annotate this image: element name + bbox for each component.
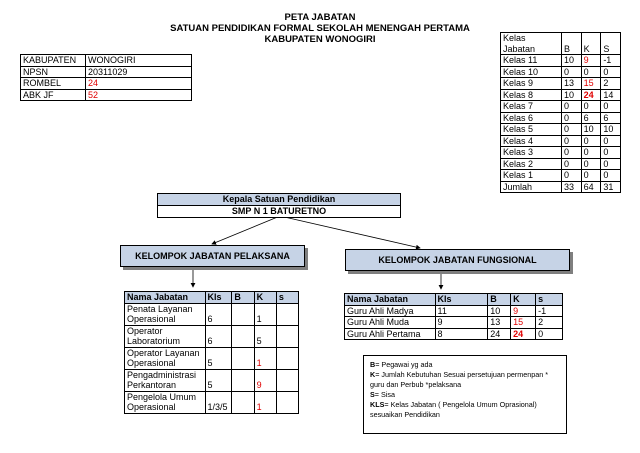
pelaksana-cell bbox=[276, 391, 298, 413]
kelas-cell: 13 bbox=[562, 78, 582, 90]
pelaksana-cell bbox=[232, 369, 254, 391]
kelas-cell: 10 bbox=[581, 124, 601, 136]
legend-s: S= Sisa bbox=[370, 390, 395, 399]
pelaksana-table bbox=[124, 291, 299, 414]
info-value: WONOGIRI bbox=[86, 55, 192, 67]
pelaksana-header-b: B bbox=[232, 292, 254, 304]
info-label: KABUPATEN bbox=[21, 55, 86, 67]
kelas-cell: 0 bbox=[601, 101, 621, 113]
info-value: 24 bbox=[86, 78, 192, 90]
pelaksana-cell: 1/3/5 bbox=[205, 391, 232, 413]
pelaksana-cell bbox=[232, 325, 254, 347]
kelas-cell: 0 bbox=[601, 147, 621, 159]
fungsional-title: KELOMPOK JABATAN FUNGSIONAL bbox=[345, 249, 570, 271]
info-table bbox=[20, 54, 192, 101]
info-row bbox=[21, 89, 192, 101]
legend-box bbox=[363, 355, 567, 434]
pelaksana-header-s: s bbox=[276, 292, 298, 304]
pelaksana-row bbox=[125, 325, 299, 347]
kelas-cell: 0 bbox=[562, 101, 582, 113]
kelas-cell: 0 bbox=[562, 124, 582, 136]
legend-b: B= Pegawai yg ada bbox=[370, 360, 433, 369]
fungsional-cell: 0 bbox=[536, 328, 563, 340]
kelas-header-kelas: Kelas Jabatan bbox=[501, 33, 562, 55]
kelas-cell: Kelas 8 bbox=[501, 89, 562, 101]
pelaksana-cell: 5 bbox=[254, 325, 276, 347]
kelas-cell: Kelas 6 bbox=[501, 112, 562, 124]
kelas-cell: 0 bbox=[562, 66, 582, 78]
fungsional-header-s: s bbox=[536, 294, 563, 306]
fungsional-cell: 10 bbox=[488, 305, 511, 317]
fungsional-row bbox=[345, 317, 563, 329]
kelas-row bbox=[501, 124, 621, 136]
fungsional-cell: 24 bbox=[511, 328, 536, 340]
fungsional-header-k: K bbox=[511, 294, 536, 306]
pelaksana-row bbox=[125, 347, 299, 369]
fungsional-cell: Guru Ahli Pertama bbox=[345, 328, 436, 340]
fungsional-header-nama: Nama Jabatan bbox=[345, 294, 436, 306]
pelaksana-cell: 5 bbox=[205, 369, 232, 391]
kelas-cell: 15 bbox=[581, 78, 601, 90]
kelas-cell: Kelas 7 bbox=[501, 101, 562, 113]
kelas-cell: 24 bbox=[581, 89, 601, 101]
kelas-cell: 10 bbox=[562, 55, 582, 67]
info-value: 52 bbox=[86, 89, 192, 101]
kelas-row bbox=[501, 135, 621, 147]
kelas-row bbox=[501, 66, 621, 78]
pelaksana-cell bbox=[276, 347, 298, 369]
kelas-cell: 9 bbox=[581, 55, 601, 67]
pelaksana-cell bbox=[232, 303, 254, 325]
pelaksana-cell bbox=[232, 347, 254, 369]
kelas-row bbox=[501, 170, 621, 182]
pelaksana-cell bbox=[276, 303, 298, 325]
fungsional-row bbox=[345, 328, 563, 340]
kelas-row bbox=[501, 181, 621, 193]
pelaksana-cell: 1 bbox=[254, 347, 276, 369]
arrow-to-fungsional bbox=[280, 216, 420, 248]
kelas-cell: 0 bbox=[562, 170, 582, 182]
pelaksana-header-kls: Kls bbox=[205, 292, 232, 304]
kelas-cell: 0 bbox=[562, 147, 582, 159]
pelaksana-cell: Operator Layanan Operasional bbox=[125, 347, 206, 369]
pelaksana-cell: Penata Layanan Operasional bbox=[125, 303, 206, 325]
pelaksana-header-nama: Nama Jabatan bbox=[125, 292, 206, 304]
kelas-row bbox=[501, 112, 621, 124]
info-value: 20311029 bbox=[86, 66, 192, 78]
page-title: PETA JABATAN bbox=[284, 12, 356, 23]
pelaksana-cell: 6 bbox=[205, 303, 232, 325]
kelas-cell: Kelas 5 bbox=[501, 124, 562, 136]
pelaksana-cell bbox=[276, 369, 298, 391]
info-label: NPSN bbox=[21, 66, 86, 78]
kelas-cell: 0 bbox=[601, 158, 621, 170]
fungsional-cell: 13 bbox=[488, 317, 511, 329]
fungsional-header-b: B bbox=[488, 294, 511, 306]
kelas-cell: 2 bbox=[601, 78, 621, 90]
kelas-header-row bbox=[501, 33, 621, 55]
kelas-cell: Kelas 4 bbox=[501, 135, 562, 147]
kelas-cell: 10 bbox=[562, 89, 582, 101]
fungsional-table bbox=[344, 293, 563, 340]
pelaksana-row bbox=[125, 369, 299, 391]
kelas-cell: 0 bbox=[581, 135, 601, 147]
kelas-row bbox=[501, 78, 621, 90]
kelas-cell: Kelas 1 bbox=[501, 170, 562, 182]
kelas-cell: Kelas 10 bbox=[501, 66, 562, 78]
kelas-cell: 0 bbox=[581, 170, 601, 182]
kelas-row bbox=[501, 158, 621, 170]
kepala-title: Kepala Satuan Pendidikan bbox=[157, 193, 401, 206]
arrow-to-pelaksana bbox=[212, 216, 280, 244]
pelaksana-cell: 1 bbox=[254, 391, 276, 413]
fungsional-cell: Guru Ahli Muda bbox=[345, 317, 436, 329]
kelas-cell: 0 bbox=[581, 147, 601, 159]
kelas-row bbox=[501, 147, 621, 159]
kelas-cell: 0 bbox=[601, 135, 621, 147]
fungsional-cell: 8 bbox=[435, 328, 488, 340]
kelas-cell: 0 bbox=[581, 158, 601, 170]
pelaksana-cell bbox=[232, 391, 254, 413]
kelas-cell: 14 bbox=[601, 89, 621, 101]
pelaksana-header-row bbox=[125, 292, 299, 304]
pelaksana-row bbox=[125, 391, 299, 413]
pelaksana-cell: 9 bbox=[254, 369, 276, 391]
kelas-table bbox=[500, 32, 621, 193]
kelas-cell: Kelas 11 bbox=[501, 55, 562, 67]
pelaksana-cell: Pengelola Umum Operasional bbox=[125, 391, 206, 413]
kelas-header-k: K bbox=[581, 33, 601, 55]
fungsional-cell: 9 bbox=[435, 317, 488, 329]
info-row bbox=[21, 78, 192, 90]
kelas-cell: 0 bbox=[601, 66, 621, 78]
page-subtitle: SATUAN PENDIDIKAN FORMAL SEKOLAH MENENGAH PERTAMA bbox=[170, 23, 470, 34]
pelaksana-cell bbox=[276, 325, 298, 347]
fungsional-header-row bbox=[345, 294, 563, 306]
fungsional-cell: -1 bbox=[536, 305, 563, 317]
kelas-cell: 0 bbox=[562, 158, 582, 170]
kelas-cell: 0 bbox=[562, 135, 582, 147]
kelas-cell: 6 bbox=[601, 112, 621, 124]
kelas-row bbox=[501, 55, 621, 67]
pelaksana-cell: 5 bbox=[205, 347, 232, 369]
info-label: ABK JF bbox=[21, 89, 86, 101]
pelaksana-header-k: K bbox=[254, 292, 276, 304]
page-region: KABUPATEN WONOGIRI bbox=[264, 34, 376, 45]
kelas-cell: Kelas 9 bbox=[501, 78, 562, 90]
pelaksana-cell: Operator Laboratorium bbox=[125, 325, 206, 347]
info-row bbox=[21, 55, 192, 67]
pelaksana-row bbox=[125, 303, 299, 325]
fungsional-cell: 15 bbox=[511, 317, 536, 329]
kelas-cell: Jumlah bbox=[501, 181, 562, 193]
kelas-header-b: B bbox=[562, 33, 582, 55]
info-label: ROMBEL bbox=[21, 78, 86, 90]
fungsional-cell: Guru Ahli Madya bbox=[345, 305, 436, 317]
kelas-cell: 0 bbox=[581, 66, 601, 78]
kelas-cell: 31 bbox=[601, 181, 621, 193]
kelas-cell: 64 bbox=[581, 181, 601, 193]
fungsional-cell: 11 bbox=[435, 305, 488, 317]
pelaksana-title: KELOMPOK JABATAN PELAKSANA bbox=[120, 245, 305, 267]
fungsional-cell: 24 bbox=[488, 328, 511, 340]
info-row bbox=[21, 66, 192, 78]
fungsional-header-kls: Kls bbox=[435, 294, 488, 306]
pelaksana-cell: Pengadministrasi Perkantoran bbox=[125, 369, 206, 391]
kepala-school: SMP N 1 BATURETNO bbox=[157, 206, 401, 218]
fungsional-row bbox=[345, 305, 563, 317]
legend-kls: KLS= Kelas Jabatan ( Pengelola Umum Oprasional) sesuaikan Pendidikan bbox=[370, 400, 537, 419]
kepala-box bbox=[157, 193, 401, 218]
pelaksana-cell: 1 bbox=[254, 303, 276, 325]
kelas-cell: Kelas 3 bbox=[501, 147, 562, 159]
kelas-cell: 0 bbox=[562, 112, 582, 124]
kelas-cell: -1 bbox=[601, 55, 621, 67]
kelas-cell: 10 bbox=[601, 124, 621, 136]
kelas-row bbox=[501, 89, 621, 101]
kelas-cell: 33 bbox=[562, 181, 582, 193]
kelas-cell: 0 bbox=[581, 101, 601, 113]
kelas-header-s: S bbox=[601, 33, 621, 55]
kelas-row bbox=[501, 101, 621, 113]
kelas-cell: 0 bbox=[601, 170, 621, 182]
fungsional-cell: 2 bbox=[536, 317, 563, 329]
fungsional-cell: 9 bbox=[511, 305, 536, 317]
legend-k: K= Jumlah Kebutuhan Sesuai persetujuan permenpan * guru dan Perbub *pelaksana bbox=[370, 370, 549, 389]
kelas-cell: Kelas 2 bbox=[501, 158, 562, 170]
kelas-cell: 6 bbox=[581, 112, 601, 124]
pelaksana-cell: 6 bbox=[205, 325, 232, 347]
